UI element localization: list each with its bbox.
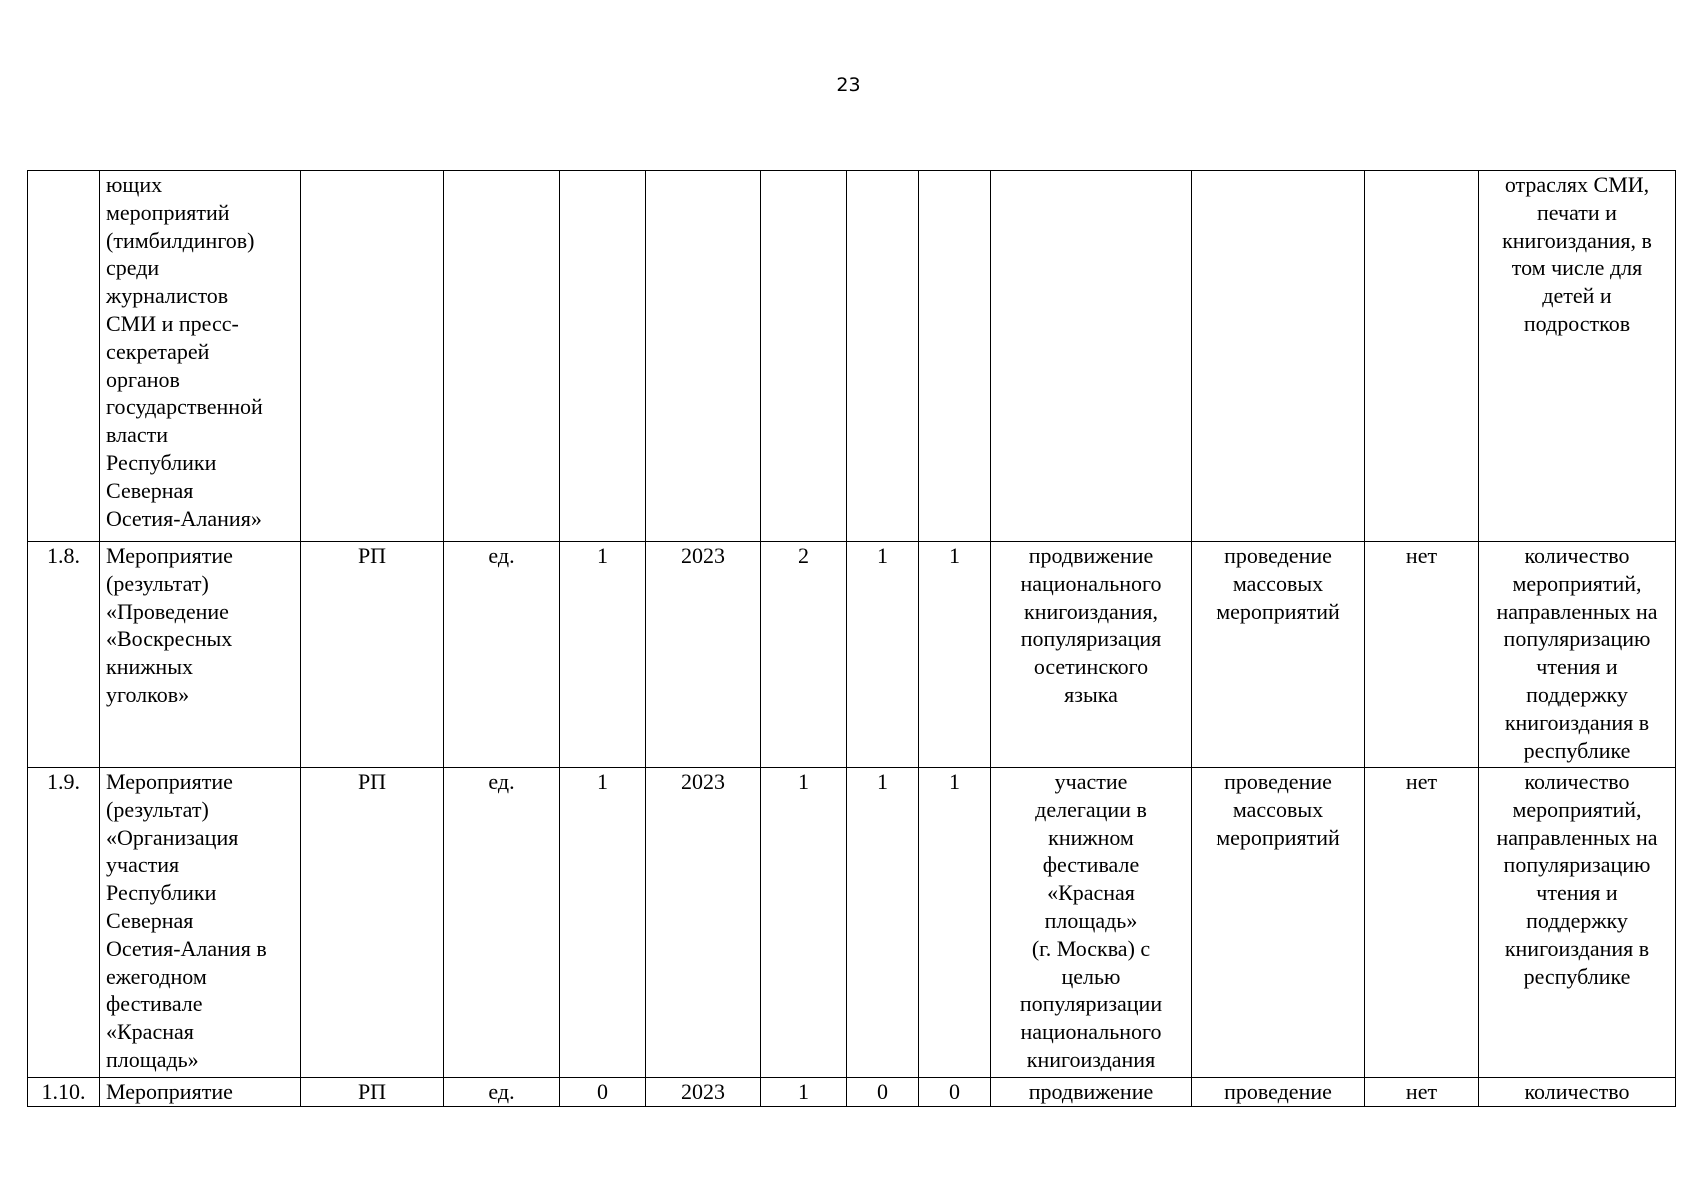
indicator-cell: количество мероприятий, направленных на популяризацию чтения и поддержку книгоиздания в республике <box>1479 768 1676 1078</box>
value-cell <box>761 171 847 542</box>
row-number-cell: 1.10. <box>28 1078 100 1107</box>
base-value-cell: 0 <box>560 1078 646 1107</box>
level-cell <box>301 171 444 542</box>
row-number-cell <box>28 171 100 542</box>
event-type-cell: проведение массовых мероприятий <box>1192 768 1365 1078</box>
unit-cell <box>444 171 560 542</box>
measure-name-cell: Мероприятие (результат) «Проведение «Воскресных книжных уголков» <box>100 542 301 768</box>
table-row <box>28 1078 1676 1107</box>
value-cell: 1 <box>847 542 919 768</box>
unit-cell: ед. <box>444 1078 560 1107</box>
value-cell <box>919 171 991 542</box>
measure-name-cell: Мероприятие (результат) «Организация участия Республики Северная Осетия-Алания в ежегодном фестивале «Красная площадь» <box>100 768 301 1078</box>
value-cell: 2 <box>761 542 847 768</box>
base-year-cell: 2023 <box>646 542 761 768</box>
level-cell: РП <box>301 768 444 1078</box>
value-cell: 1 <box>761 1078 847 1107</box>
link-cell: нет <box>1365 542 1479 768</box>
unit-cell: ед. <box>444 768 560 1078</box>
base-value-cell: 1 <box>560 768 646 1078</box>
task-cell: продвижение национального книгоиздания, популяризация осетинского языка <box>991 542 1192 768</box>
base-year-cell: 2023 <box>646 768 761 1078</box>
unit-cell: ед. <box>444 542 560 768</box>
table-row <box>28 768 1676 1078</box>
level-cell: РП <box>301 1078 444 1107</box>
measures-table <box>27 170 1676 1107</box>
value-cell: 0 <box>847 1078 919 1107</box>
level-cell: РП <box>301 542 444 768</box>
value-cell: 0 <box>919 1078 991 1107</box>
link-cell: нет <box>1365 768 1479 1078</box>
table-row <box>28 171 1676 542</box>
task-cell: продвижение <box>991 1078 1192 1107</box>
base-year-cell: 2023 <box>646 1078 761 1107</box>
row-number-cell: 1.9. <box>28 768 100 1078</box>
event-type-cell <box>1192 171 1365 542</box>
indicator-cell: количество <box>1479 1078 1676 1107</box>
base-value-cell: 1 <box>560 542 646 768</box>
measure-name-cell: Мероприятие <box>100 1078 301 1107</box>
indicator-cell: количество мероприятий, направленных на популяризацию чтения и поддержку книгоиздания в республике <box>1479 542 1676 768</box>
measure-name-cell: ющих мероприятий (тимбилдингов) среди журналистов СМИ и пресс- секретарей органов государственной власти Республики Северная Осетия-Алания» <box>100 171 301 542</box>
table-row <box>28 542 1676 768</box>
page-number: 23 <box>836 74 861 96</box>
base-year-cell <box>646 171 761 542</box>
indicator-cell: отраслях СМИ, печати и книгоиздания, в том числе для детей и подростков <box>1479 171 1676 542</box>
base-value-cell <box>560 171 646 542</box>
link-cell <box>1365 171 1479 542</box>
value-cell: 1 <box>761 768 847 1078</box>
event-type-cell: проведение <box>1192 1078 1365 1107</box>
value-cell <box>847 171 919 542</box>
link-cell: нет <box>1365 1078 1479 1107</box>
row-number-cell: 1.8. <box>28 542 100 768</box>
value-cell: 1 <box>919 768 991 1078</box>
event-type-cell: проведение массовых мероприятий <box>1192 542 1365 768</box>
task-cell: участие делегации в книжном фестивале «Красная площадь» (г. Москва) с целью популяризации национального книгоиздания <box>991 768 1192 1078</box>
value-cell: 1 <box>847 768 919 1078</box>
task-cell <box>991 171 1192 542</box>
value-cell: 1 <box>919 542 991 768</box>
